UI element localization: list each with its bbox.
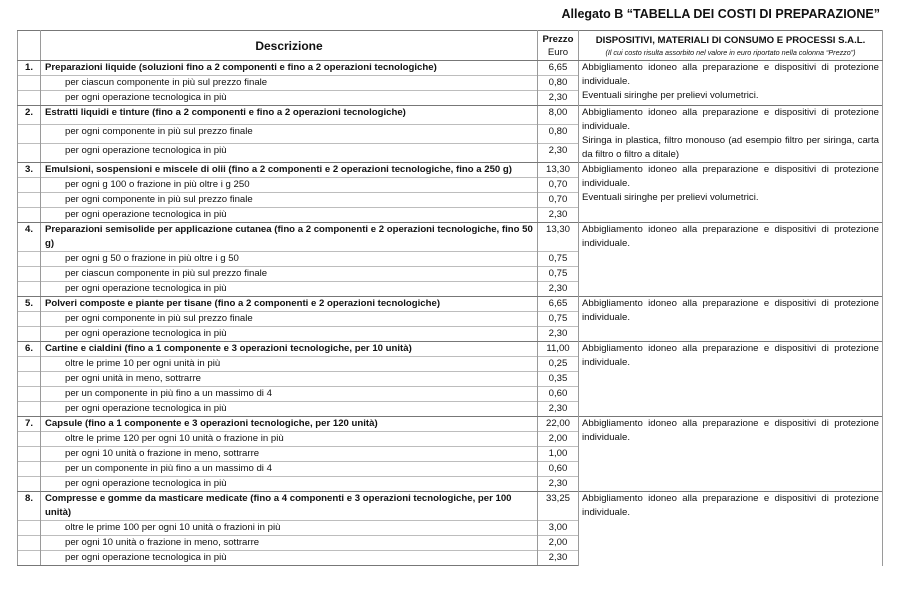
section-price: 8,00: [538, 106, 579, 125]
item-price: 1,00: [538, 447, 579, 462]
item-number-cell: [18, 327, 41, 342]
item-number-cell: [18, 144, 41, 163]
item-description: per ogni componente in più sul prezzo finale: [41, 125, 538, 144]
section-number: 8.: [18, 492, 41, 521]
item-number-cell: [18, 402, 41, 417]
item-number-cell: [18, 447, 41, 462]
item-description: per ogni unità in meno, sottrarre: [41, 372, 538, 387]
item-description: per ogni operazione tecnologica in più: [41, 327, 538, 342]
device-note: Eventuali siringhe per prelievi volumetrici.: [582, 192, 759, 203]
section-devices: [579, 297, 883, 342]
header-price-currency: Euro: [547, 47, 569, 58]
device-note: Abbigliamento idoneo alla preparazione e dispositivi di protezione individuale.: [582, 224, 879, 249]
section-devices: [579, 163, 883, 223]
item-description: per ogni 10 unità o frazione in meno, sottrarre: [41, 447, 538, 462]
item-number-cell: [18, 387, 41, 402]
section-description: Preparazioni semisolide per applicazione cutanea (fino a 2 componenti e 2 operazioni tecnologiche, fino 50 g): [41, 223, 538, 252]
item-price: 0,70: [538, 193, 579, 208]
item-price: 2,00: [538, 432, 579, 447]
item-price: 3,00: [538, 521, 579, 536]
item-number-cell: [18, 551, 41, 566]
item-number-cell: [18, 312, 41, 327]
item-description: oltre le prime 10 per ogni unità in più: [41, 357, 538, 372]
item-description: per un componente in più fino a un massimo di 4: [41, 462, 538, 477]
section-row: [18, 106, 883, 125]
item-price: 2,30: [538, 208, 579, 223]
item-price: 0,25: [538, 357, 579, 372]
item-price: 0,60: [538, 387, 579, 402]
section-number: 3.: [18, 163, 41, 178]
item-description: per ciascun componente in più sul prezzo finale: [41, 76, 538, 91]
section-devices: [579, 61, 883, 106]
cost-table-body: [18, 61, 883, 566]
item-price: 0,75: [538, 267, 579, 282]
item-price: 2,30: [538, 477, 579, 492]
item-price: 2,30: [538, 402, 579, 417]
section-row: [18, 163, 883, 178]
section-devices: [579, 342, 883, 417]
device-note: Abbigliamento idoneo alla preparazione e dispositivi di protezione individuale.: [582, 298, 879, 323]
header-devices-note: (Il cui costo risulta assorbito nel valore in euro riportato nella colonna “Prezzo”): [605, 47, 856, 57]
item-description: per ogni operazione tecnologica in più: [41, 91, 538, 106]
section-row: [18, 492, 883, 521]
section-description: Cartine e cialdini (fino a 1 componente e 3 operazioni tecnologiche, per 10 unità): [41, 342, 538, 357]
section-description: Polveri composte e piante per tisane (fino a 2 componenti e 2 operazioni tecnologiche): [41, 297, 538, 312]
item-price: 0,70: [538, 178, 579, 193]
header-price-label: Prezzo: [542, 34, 574, 45]
section-row: [18, 297, 883, 312]
section-devices: [579, 417, 883, 492]
section-number: 4.: [18, 223, 41, 252]
device-note: Siringa in plastica, filtro monouso (ad esempio filtro per siringa, carta da filtro o filtro a ditale): [582, 135, 879, 160]
device-note: Abbigliamento idoneo alla preparazione e dispositivi di protezione individuale.: [582, 493, 879, 518]
item-description: per un componente in più fino a un massimo di 4: [41, 387, 538, 402]
item-number-cell: [18, 372, 41, 387]
item-number-cell: [18, 178, 41, 193]
item-price: 2,30: [538, 144, 579, 163]
item-number-cell: [18, 432, 41, 447]
item-number-cell: [18, 477, 41, 492]
section-row: [18, 223, 883, 252]
item-number-cell: [18, 521, 41, 536]
section-number: 7.: [18, 417, 41, 432]
device-note: Abbigliamento idoneo alla preparazione e dispositivi di protezione individuale.: [582, 418, 879, 443]
item-description: per ogni componente in più sul prezzo finale: [41, 193, 538, 208]
item-number-cell: [18, 193, 41, 208]
section-price: 11,00: [538, 342, 579, 357]
section-price: 6,65: [538, 61, 579, 76]
item-description: oltre le prime 120 per ogni 10 unità o frazione in più: [41, 432, 538, 447]
section-row: [18, 61, 883, 76]
device-note: Abbigliamento idoneo alla preparazione e dispositivi di protezione individuale.: [582, 107, 879, 132]
cost-table: [17, 30, 883, 566]
item-price: 2,30: [538, 551, 579, 566]
section-price: 13,30: [538, 163, 579, 178]
item-description: per ogni operazione tecnologica in più: [41, 208, 538, 223]
item-number-cell: [18, 462, 41, 477]
item-number-cell: [18, 76, 41, 91]
section-description: Emulsioni, sospensioni e miscele di olii (fino a 2 componenti e 2 operazioni tecnologiche, fino a 250 g): [41, 163, 538, 178]
item-description: per ogni operazione tecnologica in più: [41, 551, 538, 566]
section-description: Preparazioni liquide (soluzioni fino a 2 componenti e fino a 2 operazioni tecnologiche): [41, 61, 538, 76]
document-title: Allegato B “TABELLA DEI COSTI DI PREPARAZIONE”: [561, 7, 880, 21]
item-price: 0,75: [538, 252, 579, 267]
item-number-cell: [18, 91, 41, 106]
item-price: 0,75: [538, 312, 579, 327]
item-description: per ogni operazione tecnologica in più: [41, 402, 538, 417]
device-note: Abbigliamento idoneo alla preparazione e dispositivi di protezione individuale.: [582, 164, 879, 189]
item-price: 2,30: [538, 327, 579, 342]
item-price: 0,80: [538, 76, 579, 91]
item-description: per ogni 10 unità o frazione in meno, sottrarre: [41, 536, 538, 551]
item-number-cell: [18, 536, 41, 551]
item-description: per ogni operazione tecnologica in più: [41, 282, 538, 297]
item-number-cell: [18, 252, 41, 267]
header-devices: [579, 31, 883, 61]
section-price: 6,65: [538, 297, 579, 312]
item-price: 2,30: [538, 91, 579, 106]
header-description: Descrizione: [41, 31, 538, 61]
section-price: 22,00: [538, 417, 579, 432]
section-devices: [579, 492, 883, 566]
item-description: per ciascun componente in più sul prezzo finale: [41, 267, 538, 282]
section-description: Compresse e gomme da masticare medicate (fino a 4 componenti e 3 operazioni tecnologiche, per 100 unità): [41, 492, 538, 521]
section-description: Capsule (fino a 1 componente e 3 operazioni tecnologiche, per 120 unità): [41, 417, 538, 432]
item-price: 0,80: [538, 125, 579, 144]
item-description: per ogni g 50 o frazione in più oltre i g 50: [41, 252, 538, 267]
section-price: 13,30: [538, 223, 579, 252]
item-description: per ogni operazione tecnologica in più: [41, 144, 538, 163]
item-description: per ogni componente in più sul prezzo finale: [41, 312, 538, 327]
device-note: Eventuali siringhe per prelievi volumetrici.: [582, 90, 759, 101]
item-number-cell: [18, 267, 41, 282]
section-row: [18, 417, 883, 432]
item-price: 0,35: [538, 372, 579, 387]
item-description: per ogni g 100 o frazione in più oltre i g 250: [41, 178, 538, 193]
section-devices: [579, 223, 883, 297]
section-number: 2.: [18, 106, 41, 125]
item-description: per ogni operazione tecnologica in più: [41, 477, 538, 492]
item-price: 2,30: [538, 282, 579, 297]
item-number-cell: [18, 208, 41, 223]
item-description: oltre le prime 100 per ogni 10 unità o frazioni in più: [41, 521, 538, 536]
item-price: 0,60: [538, 462, 579, 477]
section-number: 5.: [18, 297, 41, 312]
header-price: [538, 31, 579, 61]
section-description: Estratti liquidi e tinture (fino a 2 componenti e fino a 2 operazioni tecnologiche): [41, 106, 538, 125]
item-price: 2,00: [538, 536, 579, 551]
section-number: 6.: [18, 342, 41, 357]
section-price: 33,25: [538, 492, 579, 521]
item-number-cell: [18, 357, 41, 372]
item-number-cell: [18, 125, 41, 144]
item-number-cell: [18, 282, 41, 297]
section-number: 1.: [18, 61, 41, 76]
header-devices-title: DISPOSITIVI, MATERIALI DI CONSUMO E PROCESSI S.A.L.: [595, 34, 866, 46]
section-row: [18, 342, 883, 357]
device-note: Abbigliamento idoneo alla preparazione e dispositivi di protezione individuale.: [582, 62, 879, 87]
device-note: Abbigliamento idoneo alla preparazione e dispositivi di protezione individuale.: [582, 343, 879, 368]
section-devices: [579, 106, 883, 163]
